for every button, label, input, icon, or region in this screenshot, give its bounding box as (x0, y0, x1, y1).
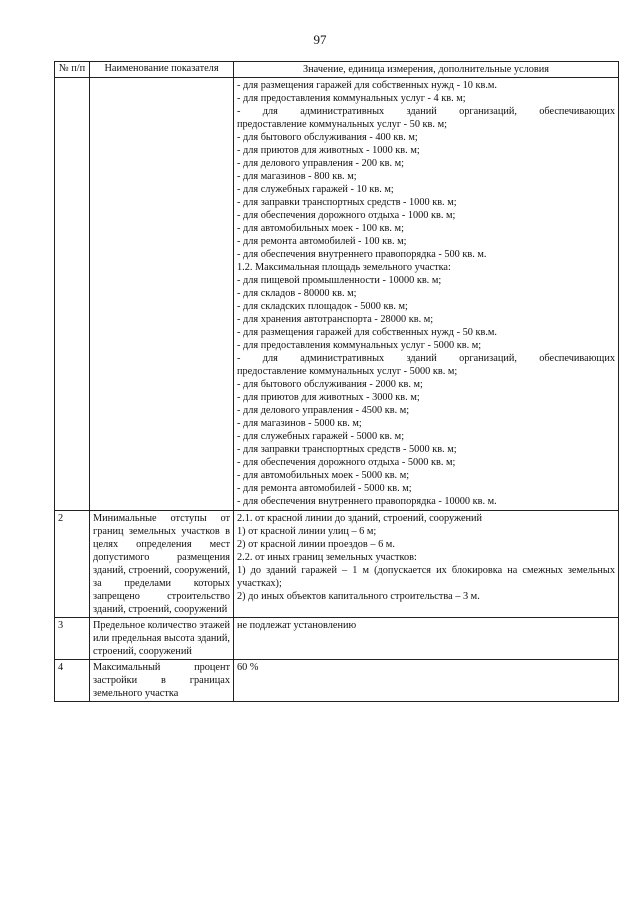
header-value: Значение, единица измерения, дополнительные условия (234, 62, 619, 78)
value-line: предоставление коммунальных услуг - 5000 кв. м; (237, 366, 458, 377)
value-line: 60 % (237, 662, 259, 673)
row-name: Предельное количество этажей или предельная высота зданий, строений, сооружений (90, 618, 234, 660)
value-line: не подлежат установлению (237, 620, 357, 631)
value-line: - для делового управления - 4500 кв. м; (237, 405, 410, 416)
value-line: - для обеспечения дорожного отдыха - 1000 кв. м; (237, 210, 456, 221)
value-line: - для бытового обслуживания - 400 кв. м; (237, 132, 418, 143)
page-number: 97 (313, 32, 327, 47)
table-row (55, 618, 619, 660)
value-line: 1) от красной линии улиц – 6 м; (237, 526, 377, 537)
value-line: - для бытового обслуживания - 2000 кв. м; (237, 379, 423, 390)
value-line: - для хранения автотранспорта - 28000 кв. м; (237, 314, 434, 325)
value-line: 1) до зданий гаражей – 1 м (допускается их блокировка на смежных земельных участках); (237, 565, 615, 589)
value-line: - для размещения гаражей для собственных нужд - 10 кв.м. (237, 80, 497, 91)
value-line: - для административных зданий организаций, обеспечивающих (237, 353, 615, 364)
row-value (234, 78, 619, 511)
row-number: 4 (55, 660, 90, 702)
value-line: - для пищевой промышленности - 10000 кв. м; (237, 275, 442, 286)
value-line: - для магазинов - 800 кв. м; (237, 171, 357, 182)
value-line: - для заправки транспортных средств - 1000 кв. м; (237, 197, 457, 208)
value-line: - для предоставления коммунальных услуг - 4 кв. м; (237, 93, 466, 104)
value-line: - для делового управления - 200 кв. м; (237, 158, 404, 169)
value-line: - для обеспечения дорожного отдыха - 5000 кв. м; (237, 457, 456, 468)
parameters-table (54, 61, 619, 702)
table-header-row (55, 62, 619, 78)
value-line: 2.1. от красной линии до зданий, строений, сооружений (237, 513, 483, 524)
value-line: - для складских площадок - 5000 кв. м; (237, 301, 408, 312)
value-line: 2) до иных объектов капитального строительства – 3 м. (237, 591, 480, 602)
value-line: - для административных зданий организаций, обеспечивающих (237, 106, 615, 117)
table-row (55, 660, 619, 702)
value-line: 1.2. Максимальная площадь земельного участка: (237, 262, 451, 273)
value-line: - для магазинов - 5000 кв. м; (237, 418, 362, 429)
row-name (90, 78, 234, 511)
row-value (234, 660, 619, 702)
header-number: № п/п (55, 62, 90, 78)
value-line: - для обеспечения внутреннего правопорядка - 500 кв. м. (237, 249, 487, 260)
value-line: 2) от красной линии проездов – 6 м. (237, 539, 395, 550)
value-line: - для ремонта автомобилей - 5000 кв. м; (237, 483, 412, 494)
value-line: - для автомобильных моек - 100 кв. м; (237, 223, 404, 234)
row-number (55, 78, 90, 511)
row-number: 3 (55, 618, 90, 660)
value-line: - для автомобильных моек - 5000 кв. м; (237, 470, 410, 481)
row-name: Минимальные отступы от границ земельных участков в целях определения мест допустимого размещения зданий, строений, сооружений, за пределами которых запрещено строительство зданий, строений, сооружений (90, 511, 234, 618)
header-name: Наименование показателя (90, 62, 234, 78)
row-number: 2 (55, 511, 90, 618)
value-line: предоставление коммунальных услуг - 50 кв. м; (237, 119, 447, 130)
value-line: - для приютов для животных - 1000 кв. м; (237, 145, 420, 156)
row-value (234, 618, 619, 660)
value-line: - для предоставления коммунальных услуг - 5000 кв. м; (237, 340, 482, 351)
table-row (55, 511, 619, 618)
value-line: - для заправки транспортных средств - 5000 кв. м; (237, 444, 457, 455)
value-line: - для приютов для животных - 3000 кв. м; (237, 392, 420, 403)
row-name: Максимальный процент застройки в границах земельного участка (90, 660, 234, 702)
value-line: 2.2. от иных границ земельных участков: (237, 552, 417, 563)
table-row (55, 78, 619, 511)
value-line: - для служебных гаражей - 5000 кв. м; (237, 431, 405, 442)
value-line: - для складов - 80000 кв. м; (237, 288, 357, 299)
value-line: - для размещения гаражей для собственных нужд - 50 кв.м. (237, 327, 497, 338)
value-line: - для обеспечения внутреннего правопорядка - 10000 кв. м. (237, 496, 497, 507)
row-value (234, 511, 619, 618)
value-line: - для служебных гаражей - 10 кв. м; (237, 184, 394, 195)
value-line: - для ремонта автомобилей - 100 кв. м; (237, 236, 407, 247)
